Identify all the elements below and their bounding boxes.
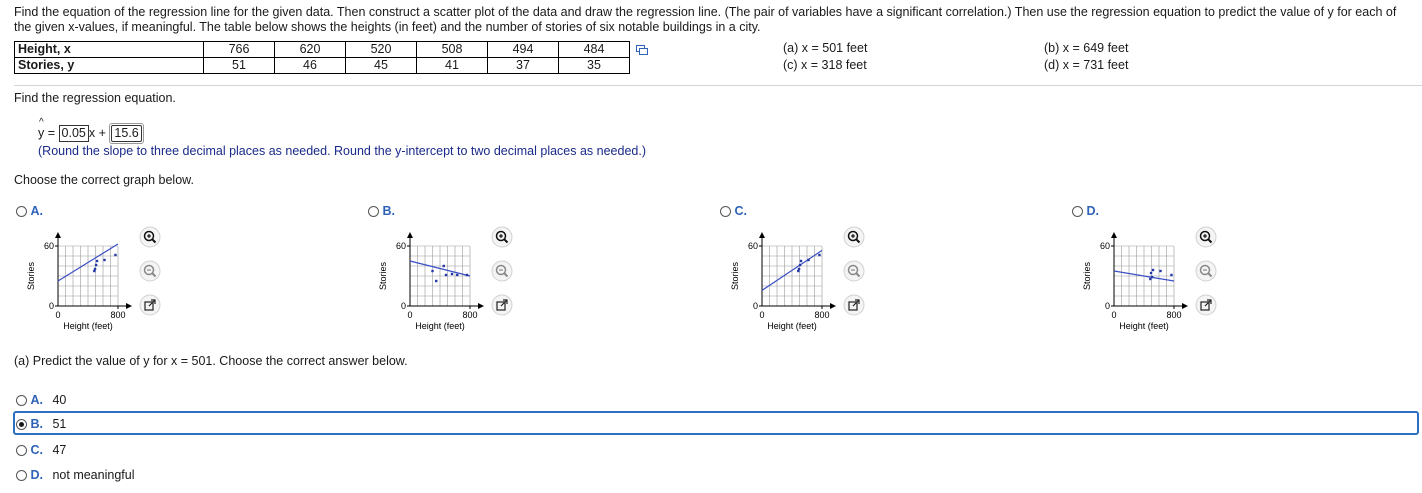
table-cell: 46: [275, 58, 346, 74]
y-tick-label: 60: [747, 241, 758, 251]
data-point: [818, 254, 820, 256]
zoom-in-icon[interactable]: [139, 226, 161, 248]
question-intro: Find the equation of the regression line for the given data. Then construct a scatter plot of the data and draw the regression line. (The pair of variables have a significant correlation.) Then use the regression equation to predict the value of y for each of the given x-values, if meaningful. The table below shows the heights (in feet) and the number of stories of six notable buildings in a city.: [14, 5, 1397, 34]
radio-selected-icon[interactable]: [16, 419, 27, 430]
external-link-icon[interactable]: [139, 294, 161, 316]
x-header: Height, x: [15, 42, 204, 58]
zoom-in-icon[interactable]: [1195, 226, 1217, 248]
zoom-out-icon[interactable]: [1195, 260, 1217, 282]
graph-option-c[interactable]: C.: [720, 204, 747, 218]
y-tick-label: 0: [400, 301, 406, 311]
data-point: [445, 274, 447, 276]
regression-equation: [38, 117, 144, 144]
external-link-icon[interactable]: [491, 294, 513, 316]
zoom-in-icon[interactable]: [491, 226, 513, 248]
x-axis-arrow: [1182, 303, 1188, 309]
data-point: [114, 254, 116, 256]
x-axis-arrow: [478, 303, 484, 309]
part-c-label: (c) x = 318 feet: [783, 58, 867, 72]
copy-table-icon[interactable]: [636, 45, 648, 55]
x-axis-label: Height (feet): [63, 321, 113, 331]
data-point: [799, 264, 801, 266]
x-tick-label: 800: [462, 310, 478, 320]
x-tick-label: 0: [759, 310, 765, 320]
radio-icon[interactable]: [16, 445, 27, 456]
part-a-label: (a) x = 501 feet: [783, 41, 868, 55]
data-point: [807, 259, 809, 261]
table-cell: 51: [204, 58, 275, 74]
graph-option-b[interactable]: B.: [368, 204, 395, 218]
radio-icon[interactable]: [368, 206, 379, 217]
data-point: [456, 274, 458, 276]
data-point: [1159, 270, 1161, 272]
x-tick-label: 0: [1111, 310, 1117, 320]
part-b-label: (b) x = 649 feet: [1044, 41, 1129, 55]
answer-value: 51: [52, 417, 67, 431]
x-axis-label: Height (feet): [1119, 321, 1169, 331]
answer-option-a[interactable]: A. 40: [16, 393, 66, 407]
y-header: Stories, y: [15, 58, 204, 74]
answer-value: 40: [52, 393, 67, 407]
x-tick-label: 800: [1166, 310, 1182, 320]
y-hat: ^ y: [38, 117, 45, 140]
y-tick-label: 0: [1104, 301, 1110, 311]
radio-icon[interactable]: [16, 395, 27, 406]
table-cell: 508: [417, 42, 488, 58]
table-cell: 620: [275, 42, 346, 58]
y-axis-arrow: [759, 232, 765, 238]
table-cell: 35: [559, 58, 630, 74]
y-tick-label: 0: [752, 301, 758, 311]
zoom-in-icon[interactable]: [843, 226, 865, 248]
y-axis-label: Stories: [378, 261, 388, 291]
table-cell: 45: [346, 58, 417, 74]
data-point: [96, 260, 98, 262]
table-cell: 41: [417, 58, 488, 74]
answer-value: not meaningful: [52, 468, 135, 482]
data-point: [103, 259, 105, 261]
intercept-wrapper: [109, 123, 143, 144]
slope-input[interactable]: 0.05: [59, 125, 89, 142]
regression-prompt: Find the regression equation.: [14, 91, 176, 105]
data-point: [95, 264, 97, 266]
data-point: [1152, 269, 1154, 271]
x-axis-label: Height (feet): [415, 321, 465, 331]
y-tick-label: 0: [48, 301, 54, 311]
rounding-note: (Round the slope to three decimal places as needed. Round the y-intercept to two decimal places as needed.): [38, 144, 647, 158]
table-cell: 520: [346, 42, 417, 58]
x-axis-arrow: [830, 303, 836, 309]
radio-icon[interactable]: [16, 206, 27, 217]
answer-option-d[interactable]: D. not meaningful: [16, 468, 134, 482]
graph-option-d[interactable]: D.: [1072, 204, 1099, 218]
x-plus-text: x +: [88, 126, 106, 140]
zoom-out-icon[interactable]: [843, 260, 865, 282]
data-point: [1149, 278, 1151, 280]
data-point: [93, 270, 95, 272]
data-point: [466, 274, 468, 276]
divider: [14, 85, 1422, 86]
answer-value: 47: [52, 443, 67, 457]
y-tick-label: 60: [1099, 241, 1110, 251]
y-axis-arrow: [55, 232, 61, 238]
data-point: [1170, 274, 1172, 276]
y-axis-label: Stories: [1082, 261, 1092, 291]
x-tick-label: 0: [55, 310, 61, 320]
x-tick-label: 0: [407, 310, 413, 320]
zoom-out-icon[interactable]: [491, 260, 513, 282]
data-table: [14, 41, 630, 74]
y-axis-label: Stories: [730, 261, 740, 291]
part-d-label: (d) x = 731 feet: [1044, 58, 1129, 72]
external-link-icon[interactable]: [843, 294, 865, 316]
data-point: [431, 270, 433, 272]
x-tick-label: 800: [814, 310, 830, 320]
data-point: [1150, 272, 1152, 274]
x-axis-arrow: [126, 303, 132, 309]
table-cell: 766: [204, 42, 275, 58]
data-point: [443, 265, 445, 267]
y-axis-label: Stories: [26, 261, 36, 291]
radio-icon[interactable]: [1072, 206, 1083, 217]
table-cell: 494: [488, 42, 559, 58]
predict-a-prompt: (a) Predict the value of y for x = 501. Choose the correct answer below.: [14, 354, 408, 368]
selected-answer-highlight: [13, 411, 1419, 435]
table-row: [15, 58, 630, 74]
y-axis-arrow: [407, 232, 413, 238]
data-point: [797, 270, 799, 272]
table-cell: 484: [559, 42, 630, 58]
zoom-out-icon[interactable]: [139, 260, 161, 282]
intercept-input[interactable]: 15.6: [111, 125, 141, 142]
x-axis-label: Height (feet): [767, 321, 817, 331]
y-axis-arrow: [1111, 232, 1117, 238]
data-point: [800, 260, 802, 262]
answer-option-b[interactable]: B. 51: [16, 417, 66, 431]
equals-sign: =: [47, 126, 56, 140]
data-point: [451, 273, 453, 275]
table-cell: 37: [488, 58, 559, 74]
x-tick-label: 800: [110, 310, 126, 320]
y-tick-label: 60: [395, 241, 406, 251]
radio-icon[interactable]: [720, 206, 731, 217]
graph-option-a[interactable]: A.: [16, 204, 43, 218]
answer-option-c[interactable]: C. 47: [16, 443, 66, 457]
data-point: [435, 280, 437, 282]
radio-icon[interactable]: [16, 470, 27, 481]
table-row: [15, 42, 630, 58]
y-tick-label: 60: [43, 241, 54, 251]
external-link-icon[interactable]: [1195, 294, 1217, 316]
graph-prompt: Choose the correct graph below.: [14, 173, 194, 187]
